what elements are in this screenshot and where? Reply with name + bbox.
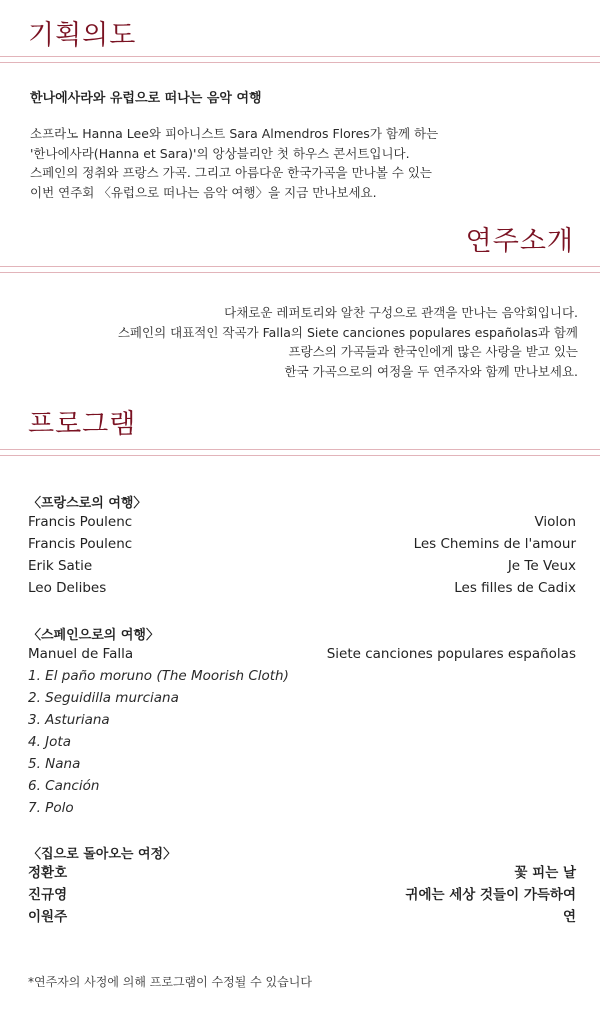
performance-heading: 연주소개 — [465, 226, 574, 257]
intent-line: 스페인의 정취와 프랑스 가곡. 그리고 아름다운 한국가곡을 만나볼 수 있는 — [30, 165, 432, 180]
performance-divider — [0, 266, 600, 273]
intent-divider — [0, 56, 600, 63]
composer: Leo Delibes — [28, 580, 107, 596]
home-section-title: 〈집으로 돌아오는 여정〉 — [28, 847, 177, 862]
work: Je Te Veux — [507, 558, 576, 574]
footnote: *연주자의 사정에 의해 프로그램이 수정될 수 있습니다 — [28, 975, 312, 989]
intent-subtitle: 한나에사라와 유럽으로 떠나는 음악 여행 — [30, 91, 262, 106]
work: 꽃 피는 날 — [514, 865, 576, 881]
program-divider — [0, 449, 600, 456]
program-row — [28, 906, 576, 928]
work: Violon — [534, 514, 576, 530]
spain-section-title: 〈스페인으로의 여행〉 — [28, 628, 159, 643]
performance-line: 프랑스의 가곡들과 한국인에게 많은 사랑을 받고 있는 — [288, 344, 578, 359]
song-item: 2. Seguidilla murciana — [28, 690, 179, 706]
composer: Francis Poulenc — [28, 514, 133, 530]
program-row — [28, 511, 576, 533]
composer: Erik Satie — [28, 558, 93, 574]
program-row — [28, 533, 576, 555]
song-item: 4. Jota — [28, 734, 71, 750]
program-row — [28, 577, 576, 599]
intent-paragraph — [30, 124, 438, 202]
work: 귀에는 세상 것들이 가득하여 — [405, 887, 576, 903]
intent-line: 이번 연주회 〈유럽으로 떠나는 음악 여행〉을 지금 만나보세요. — [30, 184, 377, 200]
work: Les Chemins de l'amour — [413, 536, 576, 552]
composer: 진규영 — [28, 887, 68, 903]
program-row — [28, 862, 576, 884]
composer: 이원주 — [28, 909, 68, 925]
performance-line: 한국 가곡으로의 여정을 두 연주자와 함께 만나보세요. — [284, 363, 578, 379]
program-row — [28, 555, 576, 577]
intent-line: 소프라노 Hanna Lee와 피아니스트 Sara Almendros Flores가 함께 하는 — [30, 126, 439, 141]
composer: Manuel de Falla — [28, 646, 134, 662]
performance-paragraph — [118, 303, 578, 381]
program-heading: 프로그램 — [28, 409, 137, 440]
intent-line: '한나에사라(Hanna et Sara)'의 앙상블리안 첫 하우스 콘서트입니다. — [30, 145, 410, 161]
work: Siete canciones populares españolas — [326, 646, 576, 662]
program-row — [28, 884, 576, 906]
work: 연 — [562, 909, 576, 925]
performance-line: 스페인의 대표적인 작곡가 Falla의 Siete canciones populares españolas과 함께 — [117, 324, 578, 340]
song-item: 1. El paño moruno (The Moorish Cloth) — [28, 668, 289, 684]
song-item: 3. Asturiana — [28, 712, 110, 728]
composer: Francis Poulenc — [28, 536, 133, 552]
work: Les filles de Cadix — [454, 580, 576, 596]
song-item: 6. Canción — [28, 778, 100, 794]
intent-heading: 기획의도 — [28, 20, 137, 51]
song-item: 7. Polo — [28, 800, 74, 816]
song-item: 5. Nana — [28, 756, 81, 772]
france-section-title: 〈프랑스로의 여행〉 — [28, 496, 147, 511]
composer: 정환호 — [28, 865, 68, 881]
program-row — [28, 643, 576, 665]
performance-line: 다채로운 레퍼토리와 알찬 구성으로 관객을 만나는 음악회입니다. — [224, 305, 578, 320]
